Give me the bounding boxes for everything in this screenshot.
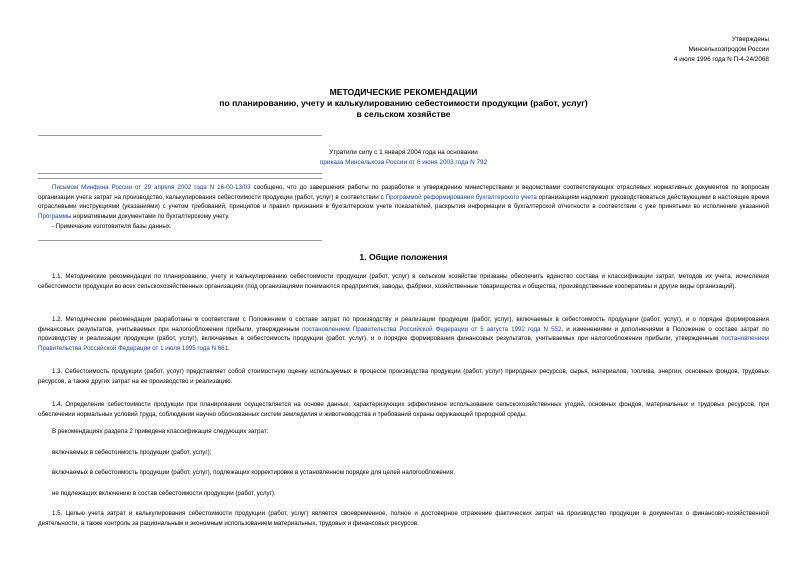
resolution-552-link[interactable]: постановлением Правительства Российской Федерации от 5 августа 1992 года N 552 bbox=[302, 325, 562, 333]
approval-stamp bbox=[674, 35, 769, 65]
paragraph-1-2-text bbox=[38, 315, 769, 353]
approval-line-3: 4 июля 1996 года N П-4-24/2068 bbox=[673, 56, 769, 63]
paragraph-1-2 bbox=[38, 315, 769, 353]
document-title bbox=[0, 87, 807, 120]
paragraph-1-2-part-1: 1.2. Методические рекомендации разработаны в соответствии с Положением о составе затрат по производству и реализации продукции (работ, услуг), включаемых в себестоимость продукции (работ, услуг), и о порядке формирования финансовых результатов, учитываемых при налогообложении прибыли, утвержденным bbox=[38, 316, 769, 333]
list-item-adjusted-text: включаемых в себестоимость продукции (работ, услуг), подлежащих корректировке в установленном порядке для целей налогообложения; bbox=[52, 469, 455, 476]
reform-program-link[interactable]: Программой реформирования бухгалтерского учета bbox=[385, 193, 537, 201]
paragraph-1-4-text: 1.4. Определение себестоимости продукции при планировании осуществляется на основе данных, характеризующих эффективное использование сельскохозяйственных угодий, основных фондов, материальных и трудовых ресурсов, при обеспечении нормальных условий труда, соблюдении научно обоснованных систем земледелия и животноводства и требований охраны окружающей природной среды. bbox=[38, 401, 769, 418]
paragraph-1-1 bbox=[38, 272, 769, 291]
editor-note-text-2: организациям надлежит руководствоваться действующими в настоящее время отраслевыми инструкциями (указаниями) с учетом требований, принципов и правил признания в бухгалтерском учете показателей, раскрытия информации в бухгалтерской отчетности в соответствии с уже принятыми во исполнение указанной bbox=[38, 193, 769, 211]
invalid-notice bbox=[0, 148, 807, 168]
invalid-order-link[interactable]: приказа Минсельхоза России от 6 июня 2003 года N 792 bbox=[319, 159, 488, 166]
paragraph-1-5 bbox=[38, 509, 769, 528]
editor-note-text-1: сообщено, что до завершения работы по разработке и утверждению министерствами и ведомствами соответствующих отраслевых нормативных документов по вопросам организации учета затрат на производство, калькулирования себестоимости продукции (работ, услуг) в соответствии с bbox=[38, 184, 769, 201]
list-item-excluded-text: не подлежащих включению в состав себестоимости продукции (работ, услуг). bbox=[52, 490, 276, 497]
editor-note-paragraph bbox=[38, 183, 769, 221]
list-item-excluded bbox=[38, 489, 769, 499]
minfin-letter-link[interactable]: Письмом Минфина России от 29 апреля 2002 года N 16-00-13/03 bbox=[52, 184, 251, 191]
title-line-1: МЕТОДИЧЕСКИЕ РЕКОМЕНДАЦИИ bbox=[329, 87, 478, 97]
program-link[interactable]: Программы bbox=[38, 212, 72, 220]
invalid-notice-text: Утратили силу с 1 января 2004 года на основании bbox=[329, 149, 478, 156]
section-heading: 1. Общие положения bbox=[359, 252, 448, 262]
paragraph-1-3-text: 1.3. Себестоимость продукции (работ, услуг) представляет собой стоимостную оценку используемых в процессе производства продукции (работ, услуг) природных ресурсов, сырья, материалов, топлива, энергии, основных фондов, трудовых ресурсов, а также других затрат на ее производство и реализацию. bbox=[38, 368, 769, 385]
resolution-661-link[interactable]: постановлением Правительства Российской Федерации от 1 июля 1995 года N 661 bbox=[38, 335, 769, 352]
divider-top bbox=[38, 135, 322, 136]
paragraph-1-2-part-3: . bbox=[228, 344, 230, 352]
divider-middle-2 bbox=[38, 178, 322, 179]
approval-line-1: Утверждены bbox=[731, 36, 769, 43]
paragraph-classification bbox=[38, 427, 769, 437]
paragraph-1-4 bbox=[38, 400, 769, 419]
paragraph-1-3 bbox=[38, 367, 769, 386]
list-item-adjusted bbox=[38, 468, 769, 478]
title-line-3: в сельском хозяйстве bbox=[356, 109, 451, 119]
divider-middle-1 bbox=[38, 173, 322, 174]
divider-bottom bbox=[38, 240, 322, 241]
list-item-included bbox=[38, 448, 769, 458]
list-item-included-text: включаемых в себестоимость продукции (работ, услуг); bbox=[52, 449, 212, 456]
paragraph-classification-text: В рекомендациях раздела 2 приведена классификация следующих затрат: bbox=[52, 428, 269, 435]
paragraph-1-1-text: 1.1. Методические рекомендации по планированию, учету и калькулированию себестоимости продукции (работ, услуг) в сельском хозяйстве призваны обеспечить единство состава и классификации затрат, методов их учета, исчисления себестоимости продукции во всех сельскохозяйственных организациях (под организациями понимаются предприятия, заводы, фабрики, хозяйственные товарищества и общества, производственные кооперативы и другие виды организаций). bbox=[38, 273, 769, 290]
paragraph-1-5-text: 1.5. Целью учета затрат и калькулирования себестоимости продукции (работ, услуг) является своевременное, полное и достоверное отражение фактических затрат на производство продукции в документах о финансово-хозяйственной деятельности, а также контроль за рациональным и экономным использованием материальных, трудовых и финансовых ресурсов. bbox=[38, 510, 769, 527]
editor-note bbox=[38, 183, 769, 232]
paragraph-1-2-part-2: , и изменениями и дополнениями в Положение о составе затрат по производству и реализации продукции (работ, услуг), включаемых в себестоимость продукции (работ, услуг), и о порядке формирования финансовых результатов, учитываемых при налогообложении прибыли, утвержденным bbox=[38, 325, 769, 343]
title-line-2: по планированию, учету и калькулированию себестоимости продукции (работ, услуг) bbox=[219, 98, 588, 108]
editor-note-text-3: нормативными документами по бухгалтерскому учету. bbox=[71, 212, 230, 220]
editor-footnote: - Примечание изготовителя базы данных. bbox=[52, 223, 172, 231]
approval-line-2: Минсельхозпродом России bbox=[688, 46, 769, 53]
